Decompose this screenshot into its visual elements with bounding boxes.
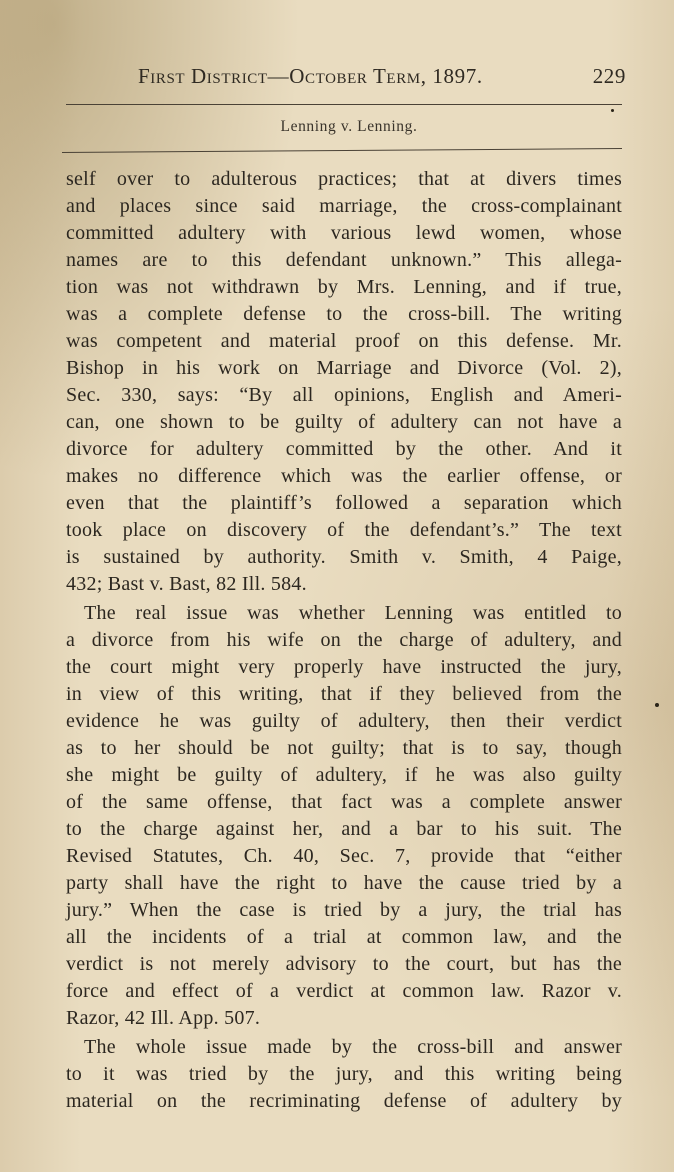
text-line: verdict is not merely advisory to the court, but has the <box>66 953 622 975</box>
text-line: material on the recriminating defense of adultery by <box>66 1090 622 1112</box>
text-line: 432; Bast v. Bast, 82 Ill. 584. <box>66 573 307 595</box>
header-rule-top <box>66 104 622 105</box>
text-line: even that the plaintiff’s followed a separation which <box>66 492 622 514</box>
text-line: committed adultery with various lewd women, whose <box>66 222 622 244</box>
text-line: jury.” When the case is tried by a jury, the trial has <box>66 899 622 921</box>
header-rule-bottom <box>62 148 622 153</box>
text-line: was a complete defense to the cross-bill. The writing <box>66 303 622 325</box>
text-line: Razor, 42 Ill. App. 507. <box>66 1007 261 1029</box>
text-line: Sec. 330, says: “By all opinions, English and Ameri- <box>66 384 622 406</box>
text-line: to it was tried by the jury, and this writing being <box>66 1063 622 1085</box>
text-line: divorce for adultery committed by the other. And it <box>66 438 622 460</box>
ink-speck <box>655 703 659 707</box>
text-line: of the same offense, that fact was a complete answer <box>66 791 622 813</box>
running-title: First District—October Term, 1897. <box>138 64 483 88</box>
text-line: The real issue was whether Lenning was entitled to <box>84 602 622 624</box>
text-line: names are to this defendant unknown.” This allega- <box>66 249 622 271</box>
text-line: as to her should be not guilty; that is to say, though <box>66 737 622 759</box>
running-head <box>138 64 626 98</box>
text-line: Revised Statutes, Ch. 40, Sec. 7, provide that “either <box>66 845 622 867</box>
text-line: can, one shown to be guilty of adultery can not have a <box>66 411 622 433</box>
text-line: party shall have the right to have the cause tried by a <box>66 872 622 894</box>
text-line: makes no difference which was the earlier offense, or <box>66 465 622 487</box>
text-line: self over to adulterous practices; that at divers times <box>66 168 622 190</box>
text-line: all the incidents of a trial at common law, and the <box>66 926 622 948</box>
text-line: tion was not withdrawn by Mrs. Lenning, and if true, <box>66 276 622 298</box>
case-title: Lenning v. Lenning. <box>280 118 418 135</box>
text-line: was competent and material proof on this defense. Mr. <box>66 330 622 352</box>
text-line: she might be guilty of adultery, if he was also guilty <box>66 764 622 786</box>
text-line: and places since said marriage, the cross-complainant <box>66 195 622 217</box>
text-line: to the charge against her, and a bar to his suit. The <box>66 818 622 840</box>
page-number: 229 <box>592 64 626 88</box>
text-line: in view of this writing, that if they believed from the <box>66 683 622 705</box>
text-line: evidence he was guilty of adultery, then their verdict <box>66 710 622 732</box>
text-line: The whole issue made by the cross-bill and answer <box>84 1036 622 1058</box>
text-line: is sustained by authority. Smith v. Smith, 4 Paige, <box>66 546 622 568</box>
text-line: took place on discovery of the defendant’s.” The text <box>66 519 622 541</box>
text-line: Bishop in his work on Marriage and Divorce (Vol. 2), <box>66 357 622 379</box>
ink-speck <box>611 109 614 112</box>
text-line: the court might very properly have instructed the jury, <box>66 656 622 678</box>
text-line: force and effect of a verdict at common law. Razor v. <box>66 980 622 1002</box>
text-line: a divorce from his wife on the charge of adultery, and <box>66 629 622 651</box>
